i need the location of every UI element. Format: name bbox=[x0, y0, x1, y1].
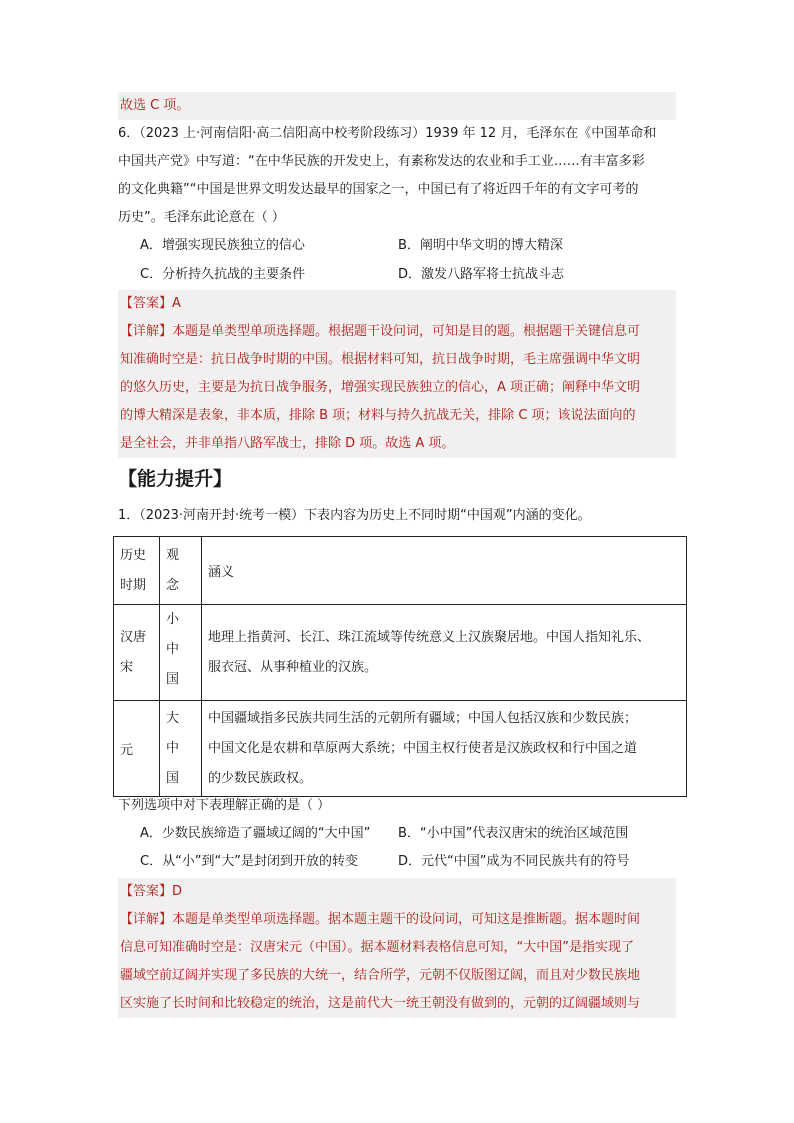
q6-option-c: C．分析持久抗战的主要条件 bbox=[140, 267, 306, 282]
q1-answer-block bbox=[118, 878, 676, 1018]
row-2-meaning: 中国疆域指多民族共同生活的元朝所有疆域；中国人包括汉族和少数民族； 中国文化是农耕和草原两大系统；中国主权行使者是汉族政权和行中国之道 的少数民族政权。 bbox=[202, 701, 687, 797]
header-meaning: 涵义 bbox=[202, 537, 687, 605]
section-title: 【能力提升】 bbox=[118, 468, 233, 490]
table-header-row bbox=[114, 537, 687, 605]
row-2-period: 元 bbox=[114, 701, 160, 797]
q5-conclusion: 故选 C 项。 bbox=[120, 98, 190, 113]
q6-detail-line-4: 的博大精深是表象，非本质，排除 B 项；材料与持久抗战无关，排除 C 项；该说法面向的 bbox=[120, 408, 636, 423]
q1-option-d: D．元代“中国”成为不同民族共有的符号 bbox=[398, 854, 630, 869]
header-concept: 观 念 bbox=[160, 537, 202, 605]
row-1-concept: 小 中 国 bbox=[160, 605, 202, 701]
table-row bbox=[114, 605, 687, 701]
q6-detail-line-2: 知准确时空是：抗日战争时期的中国。根据材料可知，抗日战争时期，毛主席强调中华文明 bbox=[120, 352, 641, 367]
q6-stem-line-2: 中国共产党》中写道：“在中华民族的开发史上，有素称发达的农业和手工业……有丰富多彩 bbox=[118, 154, 645, 169]
q6-stem-line-3: 的文化典籍”“中国是世界文明发达最早的国家之一，中国已有了将近四千年的有文字可考的 bbox=[118, 182, 639, 197]
q1-option-a: A．少数民族缔造了疆域辽阔的“大中国” bbox=[140, 826, 371, 841]
q1-option-c: C．从“小”到“大”是封闭到开放的转变 bbox=[140, 854, 359, 869]
q1-detail-line-4: 区实施了长时间和比较稳定的统治，这是前代大一统王朝没有做到的，元朝的辽阔疆域则与 bbox=[120, 996, 641, 1011]
q5-conclusion-block bbox=[118, 92, 676, 120]
q1-detail-line-1: 【详解】本题是单类型单项选择题。据本题主题干的设问词，可知这是推断题。据本题时间 bbox=[120, 912, 641, 927]
table-row bbox=[114, 701, 687, 797]
q6-detail-line-1: 【详解】本题是单类型单项选择题。根据题干设问词，可知是目的题。根据题干关键信息可 bbox=[120, 324, 641, 339]
row-2-concept: 大 中 国 bbox=[160, 701, 202, 797]
q6-option-b: B．阐明中华文明的博大精深 bbox=[398, 238, 563, 253]
q6-stem-line-4: 历史”。毛泽东此论意在（ ） bbox=[118, 210, 285, 225]
q1-answer: 【答案】D bbox=[120, 884, 183, 899]
q6-detail-line-5: 是全社会，并非单指八路军战士，排除 D 项。故选 A 项。 bbox=[120, 436, 455, 451]
q6-answer-block bbox=[118, 290, 676, 458]
row-1-meaning: 地理上指黄河、长江、珠江流域等传统意义上汉族聚居地。中国人指知礼乐、 服衣冠、从事种植业的汉族。 bbox=[202, 605, 687, 701]
q1-question: 下列选项中对下表理解正确的是（ ） bbox=[118, 798, 331, 813]
q1-detail-line-2: 信息可知准确时空是：汉唐宋元（中国）。据本题材料表格信息可知，“大中国”是指实现了 bbox=[120, 940, 634, 955]
china-concept-table bbox=[113, 536, 687, 797]
q6-stem-line-1: 6．（2023 上·河南信阳·高二信阳高中校考阶段练习）1939 年 12 月，毛泽东在《中国革命和 bbox=[118, 126, 657, 141]
q1-stem: 1．（2023·河南开封·统考一模）下表内容为历史上不同时期“中国观”内涵的变化。 bbox=[118, 508, 591, 523]
q6-option-d: D．激发八路军将士抗战斗志 bbox=[398, 267, 565, 282]
q6-option-a: A．增强实现民族独立的信心 bbox=[140, 238, 305, 253]
header-period: 历史 时期 bbox=[114, 537, 160, 605]
q6-detail-line-3: 的悠久历史，主要是为抗日战争服务，增强实现民族独立的信心，A 项正确；阐释中华文明 bbox=[120, 380, 641, 395]
q1-option-b: B．“小中国”代表汉唐宋的统治区域范围 bbox=[398, 826, 629, 841]
row-1-period: 汉唐 宋 bbox=[114, 605, 160, 701]
q6-answer: 【答案】A bbox=[120, 296, 181, 311]
q1-detail-line-3: 疆域空前辽阔并实现了多民族的大统一，结合所学，元朝不仅版图辽阔，而且对少数民族地 bbox=[120, 968, 641, 983]
